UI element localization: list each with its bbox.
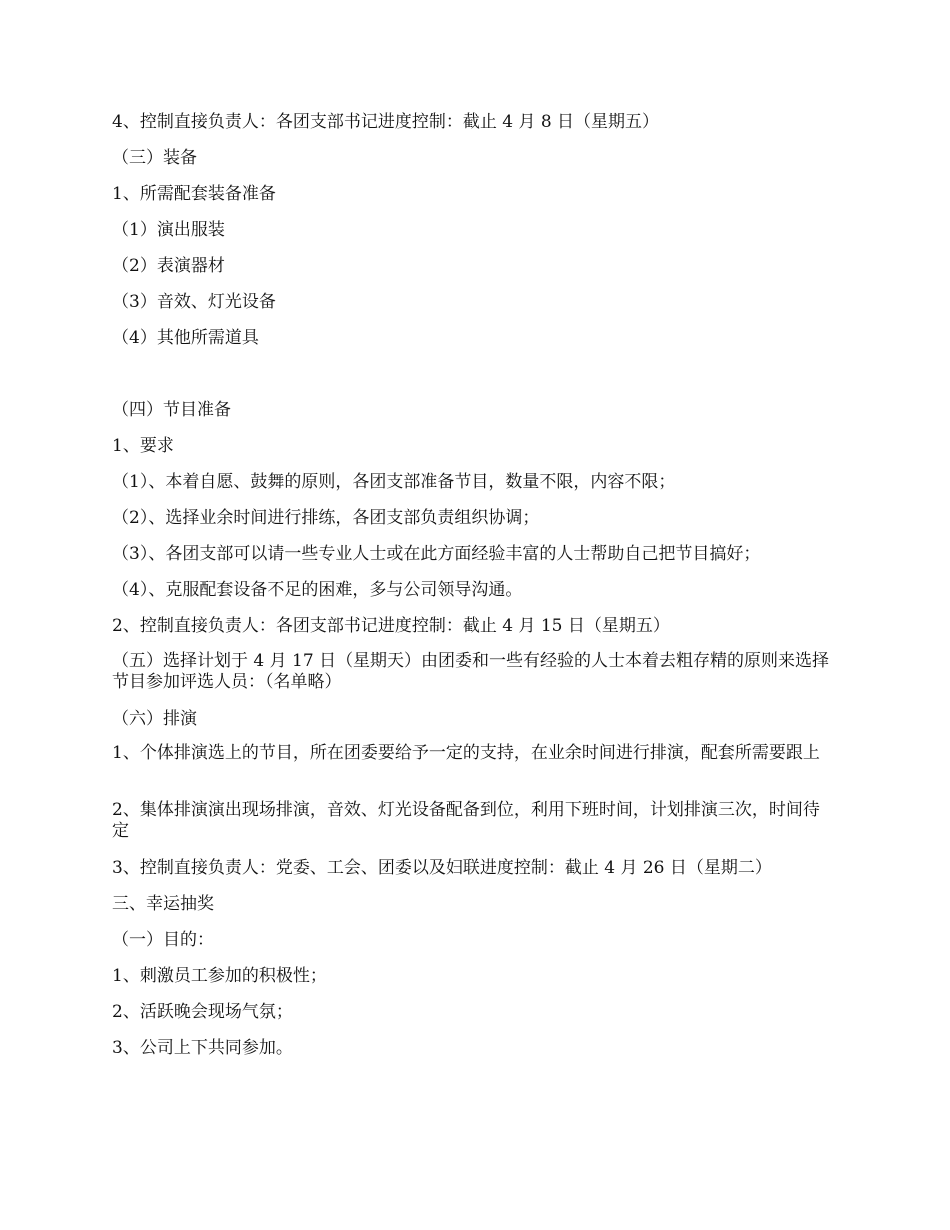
paragraph-1: 4、控制直接负责人：各团支部书记进度控制：截止 4 月 8 日（星期五） — [112, 112, 660, 132]
paragraph-10: （1）、本着自愿、鼓舞的原则，各团支部准备节目，数量不限，内容不限； — [112, 472, 676, 492]
paragraph-5: （2）表演器材 — [112, 256, 225, 276]
paragraph-12: （3）、各团支部可以请一些专业人士或在此方面经验丰富的人士帮助自己把节目搞好； — [112, 544, 761, 564]
paragraph-21: （一）目的： — [112, 930, 214, 950]
paragraph-23: 2、活跃晚会现场气氛； — [112, 1002, 293, 1022]
paragraph-13: （4）、克服配套设备不足的困难，多与公司领导沟通。 — [112, 580, 523, 600]
paragraph-4: （1）演出服装 — [112, 220, 225, 240]
paragraph-24: 3、公司上下共同参加。 — [112, 1038, 293, 1058]
paragraph-2: （三）装备 — [112, 148, 197, 168]
paragraph-3: 1、所需配套装备准备 — [112, 184, 276, 204]
paragraph-22: 1、刺激员工参加的积极性； — [112, 966, 327, 986]
paragraph-18: 2、集体排演演出现场排演，音效、灯光设备配备到位，利用下班时间，计划排演三次，时间待定 — [112, 800, 820, 841]
paragraph-16: （六）排演 — [112, 709, 197, 729]
paragraph-8: （四）节目准备 — [112, 400, 231, 420]
paragraph-9: 1、要求 — [112, 436, 174, 456]
paragraph-15: （五）选择计划于 4 月 17 日（星期天）由团委和一些有经验的人士本着去粗存精的原则来选择节目参加评选人员：（名单略） — [112, 651, 830, 692]
paragraph-17: 1、个体排演选上的节目，所在团委要给予一定的支持，在业余时间进行排演，配套所需要跟上 — [112, 743, 820, 763]
paragraph-19: 3、控制直接负责人：党委、工会、团委以及妇联进度控制：截止 4 月 26 日（星期二） — [112, 858, 772, 878]
paragraph-7: （4）其他所需道具 — [112, 328, 259, 348]
paragraph-6: （3）音效、灯光设备 — [112, 292, 276, 312]
paragraph-14: 2、控制直接负责人：各团支部书记进度控制：截止 4 月 15 日（星期五） — [112, 616, 670, 636]
paragraph-11: （2）、选择业余时间进行排练，各团支部负责组织协调； — [112, 508, 540, 528]
paragraph-20: 三、幸运抽奖 — [112, 894, 214, 914]
